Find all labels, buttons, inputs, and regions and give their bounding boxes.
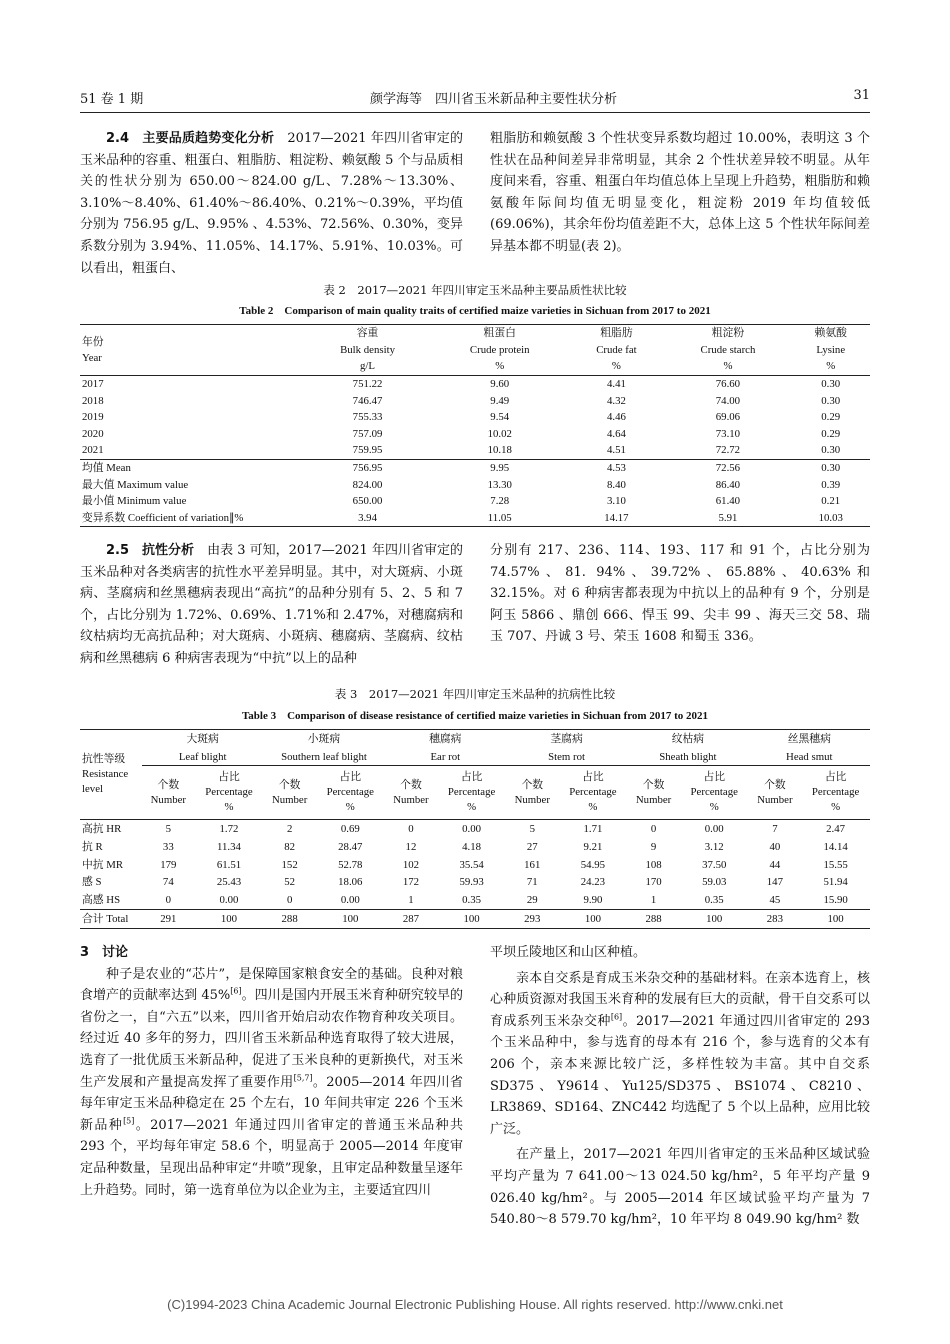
count-en: Number	[150, 793, 187, 806]
table2-year-rows	[80, 375, 870, 459]
table3-disease-en: Southern leaf blight	[263, 748, 384, 766]
table3-cell: 291	[160, 912, 177, 925]
table-row	[80, 426, 870, 443]
pct-cn: 占比	[460, 771, 483, 784]
table3	[80, 729, 870, 929]
table-row	[80, 820, 870, 838]
section-3-paragraph-3: 在产量上，2017—2021 年四川省审定的玉米品种区域试验平均产量为 7 641.00～13 024.50 kg/hm²，5 年平均产量 9 026.40 kg/hm²。与 2005—2014 年区域试验平均产量为 7 540.80～8 579.70 kg/hm²，10 年平均 8 049.90 kg/hm² 数	[490, 1147, 870, 1228]
page-header	[80, 88, 870, 110]
table2-col-en: Bulk density	[340, 343, 395, 356]
table2-cell: 9.60	[490, 378, 510, 391]
table3-cell: 108	[645, 858, 662, 871]
table3-cell: 100	[220, 912, 238, 925]
table3-disease-en: Leaf blight	[142, 748, 263, 766]
table3-cell: 40	[769, 840, 781, 853]
table3-caption-en: Table 3 Comparison of disease resistance of certified maize varieties in Sichuan from 2017 to 2021	[241, 710, 709, 722]
table2-col-cn: 粗淀粉	[711, 327, 745, 340]
pct-unit: %	[588, 801, 598, 814]
table2-caption-en: Table 2 Comparison of main quality traits of certified maize varieties in Sichuan from 2017 to 2021	[239, 305, 711, 317]
table3-row-label: 中抗 MR	[82, 858, 124, 871]
table3-cell: 2	[286, 823, 293, 836]
table2-cell: 4.41	[606, 378, 626, 391]
table3-cell: 1.72	[219, 823, 239, 836]
table2-cell: 10.03	[818, 511, 843, 524]
table3-cell: 1	[650, 893, 657, 906]
pct-en: Percentage	[569, 786, 617, 799]
pct-en: Percentage	[205, 786, 253, 799]
table3-cell: 0.00	[704, 823, 724, 836]
count-en: Number	[393, 793, 429, 806]
section-2-4-left-text: 2017—2021 年四川省审定的玉米品种的容重、粗蛋白、粗脂肪、粗淀粉、赖氨酸 5 个与品质相关的性状分别为 650.00～824.00 g/L、7.28%～13.30%、3.10%～8.40%、61.40%～86.40%、0.21%～0.39%，平均值分别为 756.95 g/L、9.95% 、4.53%、72.56%、0.30%，变异系数分别为 3.94%、11.05%、14.17%、5.91%、10.03%。可以看出，粗蛋白、	[80, 131, 463, 276]
pct-en: Percentage	[326, 786, 374, 799]
table2-col-en: Crude starch	[700, 343, 756, 356]
section-2-4-right	[490, 128, 870, 258]
table3-caption-cn: 表 3 2017—2021 年四川审定玉米品种的抗病性比较	[334, 687, 616, 701]
table3-disease-cn: 大斑病	[186, 732, 219, 745]
table3-row-label: 感 S	[82, 876, 102, 889]
table3-disease-en: Stem rot	[506, 748, 627, 766]
table2-cell: 757.09	[352, 427, 383, 440]
table2-row-label: 2017	[82, 378, 104, 391]
table3-disease-cn: 纹枯病	[671, 732, 705, 745]
table2-row-label: 均值 Mean	[82, 462, 131, 475]
table3-cell: 29	[526, 893, 538, 906]
table2-cell: 0.29	[821, 411, 841, 424]
table3-cell: 82	[284, 840, 296, 853]
table3-cell: 71	[526, 876, 538, 889]
table3-cell: 24.23	[580, 876, 606, 889]
table3-cell: 44	[769, 858, 781, 871]
table2-cell: 13.30	[487, 478, 512, 491]
table2-cell: 4.46	[606, 411, 626, 424]
table3-cell: 152	[281, 858, 298, 871]
table2-cell: 72.56	[715, 462, 741, 475]
table2-row-label: 2018	[82, 394, 104, 407]
section-3-paragraph-1-end: 平坝丘陵地区和山区种植。	[490, 945, 647, 960]
table2-col-cn: 容重	[356, 327, 379, 340]
pct-unit: %	[831, 801, 841, 814]
count-cn: 个数	[521, 778, 544, 791]
table3-percentage-header	[680, 766, 749, 820]
table2-row-label: 2019	[82, 411, 104, 424]
table3-cell: 33	[162, 840, 174, 853]
count-cn: 个数	[400, 778, 422, 791]
table3-cell: 100	[463, 912, 480, 925]
table2-col-en: Crude protein	[469, 343, 530, 356]
count-en: Number	[757, 793, 793, 806]
pct-unit: %	[709, 801, 719, 814]
section-2-5-right	[490, 540, 870, 648]
pct-en: Percentage	[447, 786, 496, 799]
table3-cell: 7	[772, 823, 778, 836]
table3-cell: 100	[827, 912, 844, 925]
table3-level-header-en1: Resistance	[82, 768, 129, 781]
table2-cell: 61.40	[715, 495, 741, 508]
table3-cell: 52	[284, 876, 296, 889]
table3-cell: 1	[408, 893, 414, 906]
table-row	[80, 510, 870, 527]
section-2-5-left-text: 由表 3 可知，2017—2021 年四川省审定的玉米品种对各类病害的抗性水平差异明显。其中，对大斑病、小斑病、茎腐病和丝黑穗病表现出“高抗”的品种分别有 5、2、5 和 7 个，占比分别为 1.72%、0.69%、1.71%和 2.47%，对穗腐病和纹枯病均无高抗品种；对大斑病、小斑病、穗腐病、茎腐病、纹枯病和丝黑穗病 6 种病害表现为“中抗”以上的品种	[80, 543, 463, 666]
table3-count-header	[749, 766, 802, 820]
table3-cell: 12	[405, 840, 417, 853]
table2-col-unit: %	[723, 360, 733, 373]
table2-cell: 9.95	[490, 462, 510, 475]
table2-cell: 86.40	[715, 478, 741, 491]
table3-row-label: 抗 R	[82, 840, 103, 853]
table3-cell: 0	[165, 893, 172, 906]
table2-cell: 0.29	[821, 427, 841, 440]
table2-cell: 7.28	[490, 495, 510, 508]
table3-level-header-cn: 抗性等级	[82, 753, 126, 766]
pct-en: Percentage	[811, 786, 860, 799]
count-en: Number	[514, 793, 550, 806]
table2-cell: 746.47	[352, 394, 383, 407]
table-row	[80, 909, 870, 928]
table3-cell: 5	[165, 823, 172, 836]
pct-cn: 占比	[218, 771, 240, 784]
table-row	[80, 409, 870, 426]
section-2-4-heading: 2.4 主要品质趋势变化分析	[106, 131, 275, 146]
table2-col-cn: 粗蛋白	[483, 327, 516, 340]
table2	[80, 324, 870, 527]
table3-cell: 14.14	[823, 840, 848, 853]
table2-cell: 751.22	[352, 378, 383, 391]
table2-row-label: 最小值 Minimum value	[82, 495, 187, 508]
table2-cell: 9.49	[490, 394, 510, 407]
table3-cell: 161	[524, 858, 541, 871]
table3-cell: 28.47	[338, 840, 363, 853]
section-3-paragraph-2: 亲本自交系是育成玉米杂交种的基础材料。在亲本选育上，核心种质资源对我国玉米育种的发展有巨大的贡献，骨干自交系可以育成系列玉米杂交种[6]。2017—2021 年通过四川省审定的 293 个玉米品种中，参与选育的母本有 216 个，参与选育的父本有 206 个，亲本来源比较广泛，多样性较为丰富。其中自交系 SD375、Y9614、Yu125/SD375、BS1074、C8210、LR3869、SD164、ZNC442 均选配了 5 个以上品种，应用比较广泛。	[490, 970, 870, 1137]
table-row	[80, 873, 870, 891]
table3-percentage-header	[195, 766, 264, 820]
table3-cell: 288	[645, 912, 662, 925]
table2-col-unit: g/L	[360, 360, 376, 373]
header-rule	[80, 112, 870, 113]
table2-cell: 3.94	[358, 511, 377, 524]
table2-header-row	[80, 325, 870, 342]
table-row	[80, 459, 870, 476]
section-3-heading: 3 讨论	[80, 945, 129, 960]
table2-cell: 69.06	[715, 411, 741, 424]
table2-cell: 4.32	[606, 394, 626, 407]
table3-cell: 0.35	[704, 893, 724, 906]
table2-col-unit: %	[826, 360, 836, 373]
table2-cell: 756.95	[352, 462, 383, 475]
table2-col-unit: %	[611, 360, 621, 373]
table3-percentage-header	[801, 766, 870, 820]
table2-cell: 650.00	[352, 495, 383, 508]
pct-unit: %	[467, 801, 477, 814]
table3-count-header	[627, 766, 680, 820]
table2-cell: 9.54	[490, 411, 510, 424]
table2-cell: 4.51	[606, 444, 626, 457]
table3-cell: 9.21	[583, 840, 603, 853]
table3-disease-en: Head smut	[749, 748, 870, 766]
table2-cell: 4.53	[606, 462, 626, 475]
table3-cell: 288	[281, 912, 298, 925]
section-2-5-left	[80, 540, 463, 670]
count-cn: 个数	[157, 778, 180, 791]
table3-disease-cn: 茎腐病	[550, 732, 583, 745]
table-row	[80, 493, 870, 510]
table2-cell: 14.17	[604, 511, 629, 524]
table3-cell: 0	[408, 823, 414, 836]
table3-level-header-en2: level	[82, 783, 103, 796]
table3-cell: 9.90	[583, 893, 603, 906]
table-row	[80, 442, 870, 459]
table2-cell: 0.30	[821, 378, 841, 391]
table2-year-header-cn: 年份	[82, 335, 104, 348]
count-cn: 个数	[764, 778, 786, 791]
running-title: 颜学海等 四川省玉米新品种主要性状分析	[370, 92, 618, 107]
table2-cell: 4.64	[606, 427, 626, 440]
table2-col-en: Lysine	[816, 343, 846, 356]
section-3-right	[490, 942, 870, 1231]
table3-level-header	[80, 730, 142, 820]
table-row	[80, 375, 870, 392]
table2-cell: 76.60	[715, 378, 741, 391]
table2-cell: 11.05	[487, 511, 512, 524]
table2-cell: 10.02	[487, 427, 512, 440]
table3-cell: 4.18	[462, 840, 482, 853]
table3-cell: 0.00	[462, 823, 482, 836]
pct-cn: 占比	[339, 771, 362, 784]
section-2-5-right-text: 分别有 217、236、114、193、117 和 91 个，占比分别为 74.57%、81. 94%、39.72%、65.88%、40.63%和 32.15%。对 6 种病害都表现为中抗以上的品种有 9 个，分别是阿玉 5866 、鼎创 666、悍玉 99、尖丰 99 、海天三交 58、瑞玉 707、丹诚 3 号、荣玉 1608 和蜀玉 336。	[490, 543, 870, 645]
table2-stat-rows	[80, 459, 870, 526]
table2-cell: 5.91	[718, 511, 738, 524]
table2-col-cn: 赖氨酸	[814, 327, 847, 340]
table3-cell: 74	[162, 876, 174, 889]
table3-cell: 37.50	[702, 858, 727, 871]
table2-cell: 824.00	[352, 478, 383, 491]
table3-disease-cn: 小斑病	[307, 732, 341, 745]
table2-year-header	[80, 325, 304, 376]
table3-cell: 15.90	[823, 893, 848, 906]
table3-cell: 170	[645, 876, 662, 889]
table3-percentage-header	[316, 766, 385, 820]
table3-cell: 102	[402, 858, 420, 871]
section-3-paragraph-1: 种子是农业的“芯片”，是保障国家粮食安全的基础。良种对粮食增产的贡献率达到 45%[6]。四川是国内开展玉米育种研究较早的省份之一，自“六五”以来，四川省开始启动农作物育种攻关项目。经过近 40 多年的努力，四川省玉米新品种选育取得了较大进展，选育了一批优质玉米新品种，促进了玉米良种的更新换代，对玉米生产发展和产量提高发挥了重要作用[5,7]。2005—2014 年四川省每年审定玉米品种稳定在 25 个左右，10 年间共审定 226 个玉米新品种[5]。2017—2021 年通过四川省审定的普通玉米品种共 293 个，平均每年审定 58.6 个，明显高于 2005—2014 年度审定品种数量，呈现出品种审定“井喷”现象，且审定品种数量呈逐年上升趋势。同时，第一选育单位为以企业为主，主要适宜四川	[80, 966, 463, 1198]
table3-cell: 59.03	[702, 876, 727, 889]
table3-cell: 172	[402, 876, 420, 889]
table3-cell: 293	[524, 912, 541, 925]
table3-cell: 15.55	[823, 858, 848, 871]
table3-cell: 45	[769, 893, 781, 906]
citation: [6]	[230, 986, 242, 996]
citation: [5]	[123, 1116, 135, 1126]
count-cn: 个数	[278, 778, 301, 791]
page-number: 31	[853, 88, 870, 103]
table3-cell: 9	[650, 840, 657, 853]
table3-cell: 0.00	[219, 893, 239, 906]
table2-cell: 10.18	[487, 444, 512, 457]
table3-cell: 2.47	[826, 823, 846, 836]
table2-cell: 3.10	[606, 495, 626, 508]
section-2-4-right-text: 粗脂肪和赖氨酸 3 个性状变异系数均超过 10.00%，表明这 3 个性状在品种间差异非常明显，其余 2 个性状差异较不明显。从年度间来看，容重、粗蛋白年均值总体上呈现上升趋势，粗脂肪和赖氨酸年际间均值无明显变化，粗淀粉 2019 年均值较低(69.06%)，其余年份均值差距不大，总体上这 5 个性状年际间差异基本都不明显(表 2)。	[490, 131, 870, 254]
section-2-4-left	[80, 128, 463, 279]
table3-disease-en: Ear rot	[385, 748, 506, 766]
pct-unit: %	[224, 801, 234, 814]
table3-cell: 100	[584, 912, 602, 925]
table3-disease-en: Sheath blight	[627, 748, 748, 766]
count-en: Number	[635, 793, 672, 806]
section-2-5-heading: 2.5 抗性分析	[106, 543, 195, 558]
table3-cell: 287	[402, 912, 420, 925]
table3-cell: 1.71	[583, 823, 603, 836]
table3-body	[80, 820, 870, 928]
citation: [6]	[610, 1012, 623, 1022]
table-row	[80, 856, 870, 874]
copyright-footer: (C)1994-2023 China Academic Journal Electronic Publishing House. All rights reserved. http://www.cnki.net	[167, 1297, 783, 1312]
table3-count-header	[506, 766, 559, 820]
table3-cell: 100	[706, 912, 723, 925]
table3-cell: 52.78	[338, 858, 363, 871]
table2-cell: 0.30	[821, 444, 841, 457]
table3-count-header	[263, 766, 316, 820]
table3-cell: 179	[160, 858, 177, 871]
table3-cell: 59.93	[459, 876, 484, 889]
table3-cell: 0	[286, 893, 293, 906]
table2-col-unit: %	[495, 360, 505, 373]
citation: [5,7]	[293, 1073, 313, 1083]
table2-cell: 8.40	[606, 478, 626, 491]
table3-cell: 147	[766, 876, 783, 889]
table3-cell: 35.54	[459, 858, 484, 871]
table3-subheader-row	[80, 766, 870, 820]
table3-disease-cn: 丝黑穗病	[787, 732, 831, 745]
section-3-left	[80, 942, 463, 1201]
table3-count-header	[142, 766, 195, 820]
table3-cell: 0.35	[462, 893, 482, 906]
table2-cell: 0.30	[821, 394, 841, 407]
table3-cell: 0	[650, 823, 657, 836]
table3-row-label: 高抗 HR	[82, 823, 122, 836]
journal-volume: 51 卷 1 期	[80, 92, 144, 107]
table3-cell: 283	[766, 912, 783, 925]
table-row	[80, 891, 870, 909]
table2-cell: 73.10	[715, 427, 741, 440]
table3-cell: 11.34	[217, 840, 241, 853]
table2-cell: 0.39	[821, 478, 841, 491]
table2-col-en: Crude fat	[596, 343, 637, 356]
table-row	[80, 392, 870, 409]
table2-row-label: 2020	[82, 427, 104, 440]
table3-count-header	[385, 766, 438, 820]
pct-unit: %	[345, 801, 355, 814]
table-row	[80, 838, 870, 856]
count-cn: 个数	[642, 778, 665, 791]
table2-cell: 755.33	[352, 411, 383, 424]
table2-row-label: 最大值 Maximum value	[82, 478, 189, 491]
table2-cell: 0.30	[821, 462, 841, 475]
table2-row-label: 变异系数 Coefficient of variation∥%	[82, 511, 244, 524]
table-row	[80, 476, 870, 493]
table3-cell: 61.51	[216, 858, 242, 871]
table3-cell: 27	[526, 840, 538, 853]
pct-cn: 占比	[703, 771, 726, 784]
table3-cell: 5	[529, 823, 535, 836]
table2-caption-cn: 表 2 2017—2021 年四川审定玉米品种主要品质性状比较	[323, 283, 627, 297]
table3-cell: 0.69	[340, 823, 360, 836]
pct-cn: 占比	[824, 771, 847, 784]
table3-cell: 18.06	[338, 876, 363, 889]
table2-cell: 0.21	[821, 495, 841, 508]
table3-cell: 51.94	[823, 876, 848, 889]
table3-row-label: 合计 Total	[82, 912, 129, 925]
table3-cell: 3.12	[704, 840, 724, 853]
table3-cell: 25.43	[216, 876, 242, 889]
pct-en: Percentage	[690, 786, 738, 799]
count-en: Number	[271, 793, 308, 806]
table3-disease-cn: 穗腐病	[429, 732, 462, 745]
table2-year-header-en: Year	[82, 351, 102, 364]
table3-cell: 54.95	[580, 858, 606, 871]
table3-percentage-header	[437, 766, 506, 820]
table2-cell: 74.00	[715, 394, 741, 407]
table2-col-cn: 粗脂肪	[600, 327, 633, 340]
table2-cell: 759.95	[352, 444, 383, 457]
table3-cell: 0.00	[340, 893, 360, 906]
table3-percentage-header	[559, 766, 628, 820]
table3-cell: 100	[342, 912, 359, 925]
table2-row-label: 2021	[82, 444, 104, 457]
pct-cn: 占比	[582, 771, 604, 784]
table2-cell: 72.72	[715, 444, 741, 457]
table3-row-label: 高感 HS	[82, 893, 121, 906]
